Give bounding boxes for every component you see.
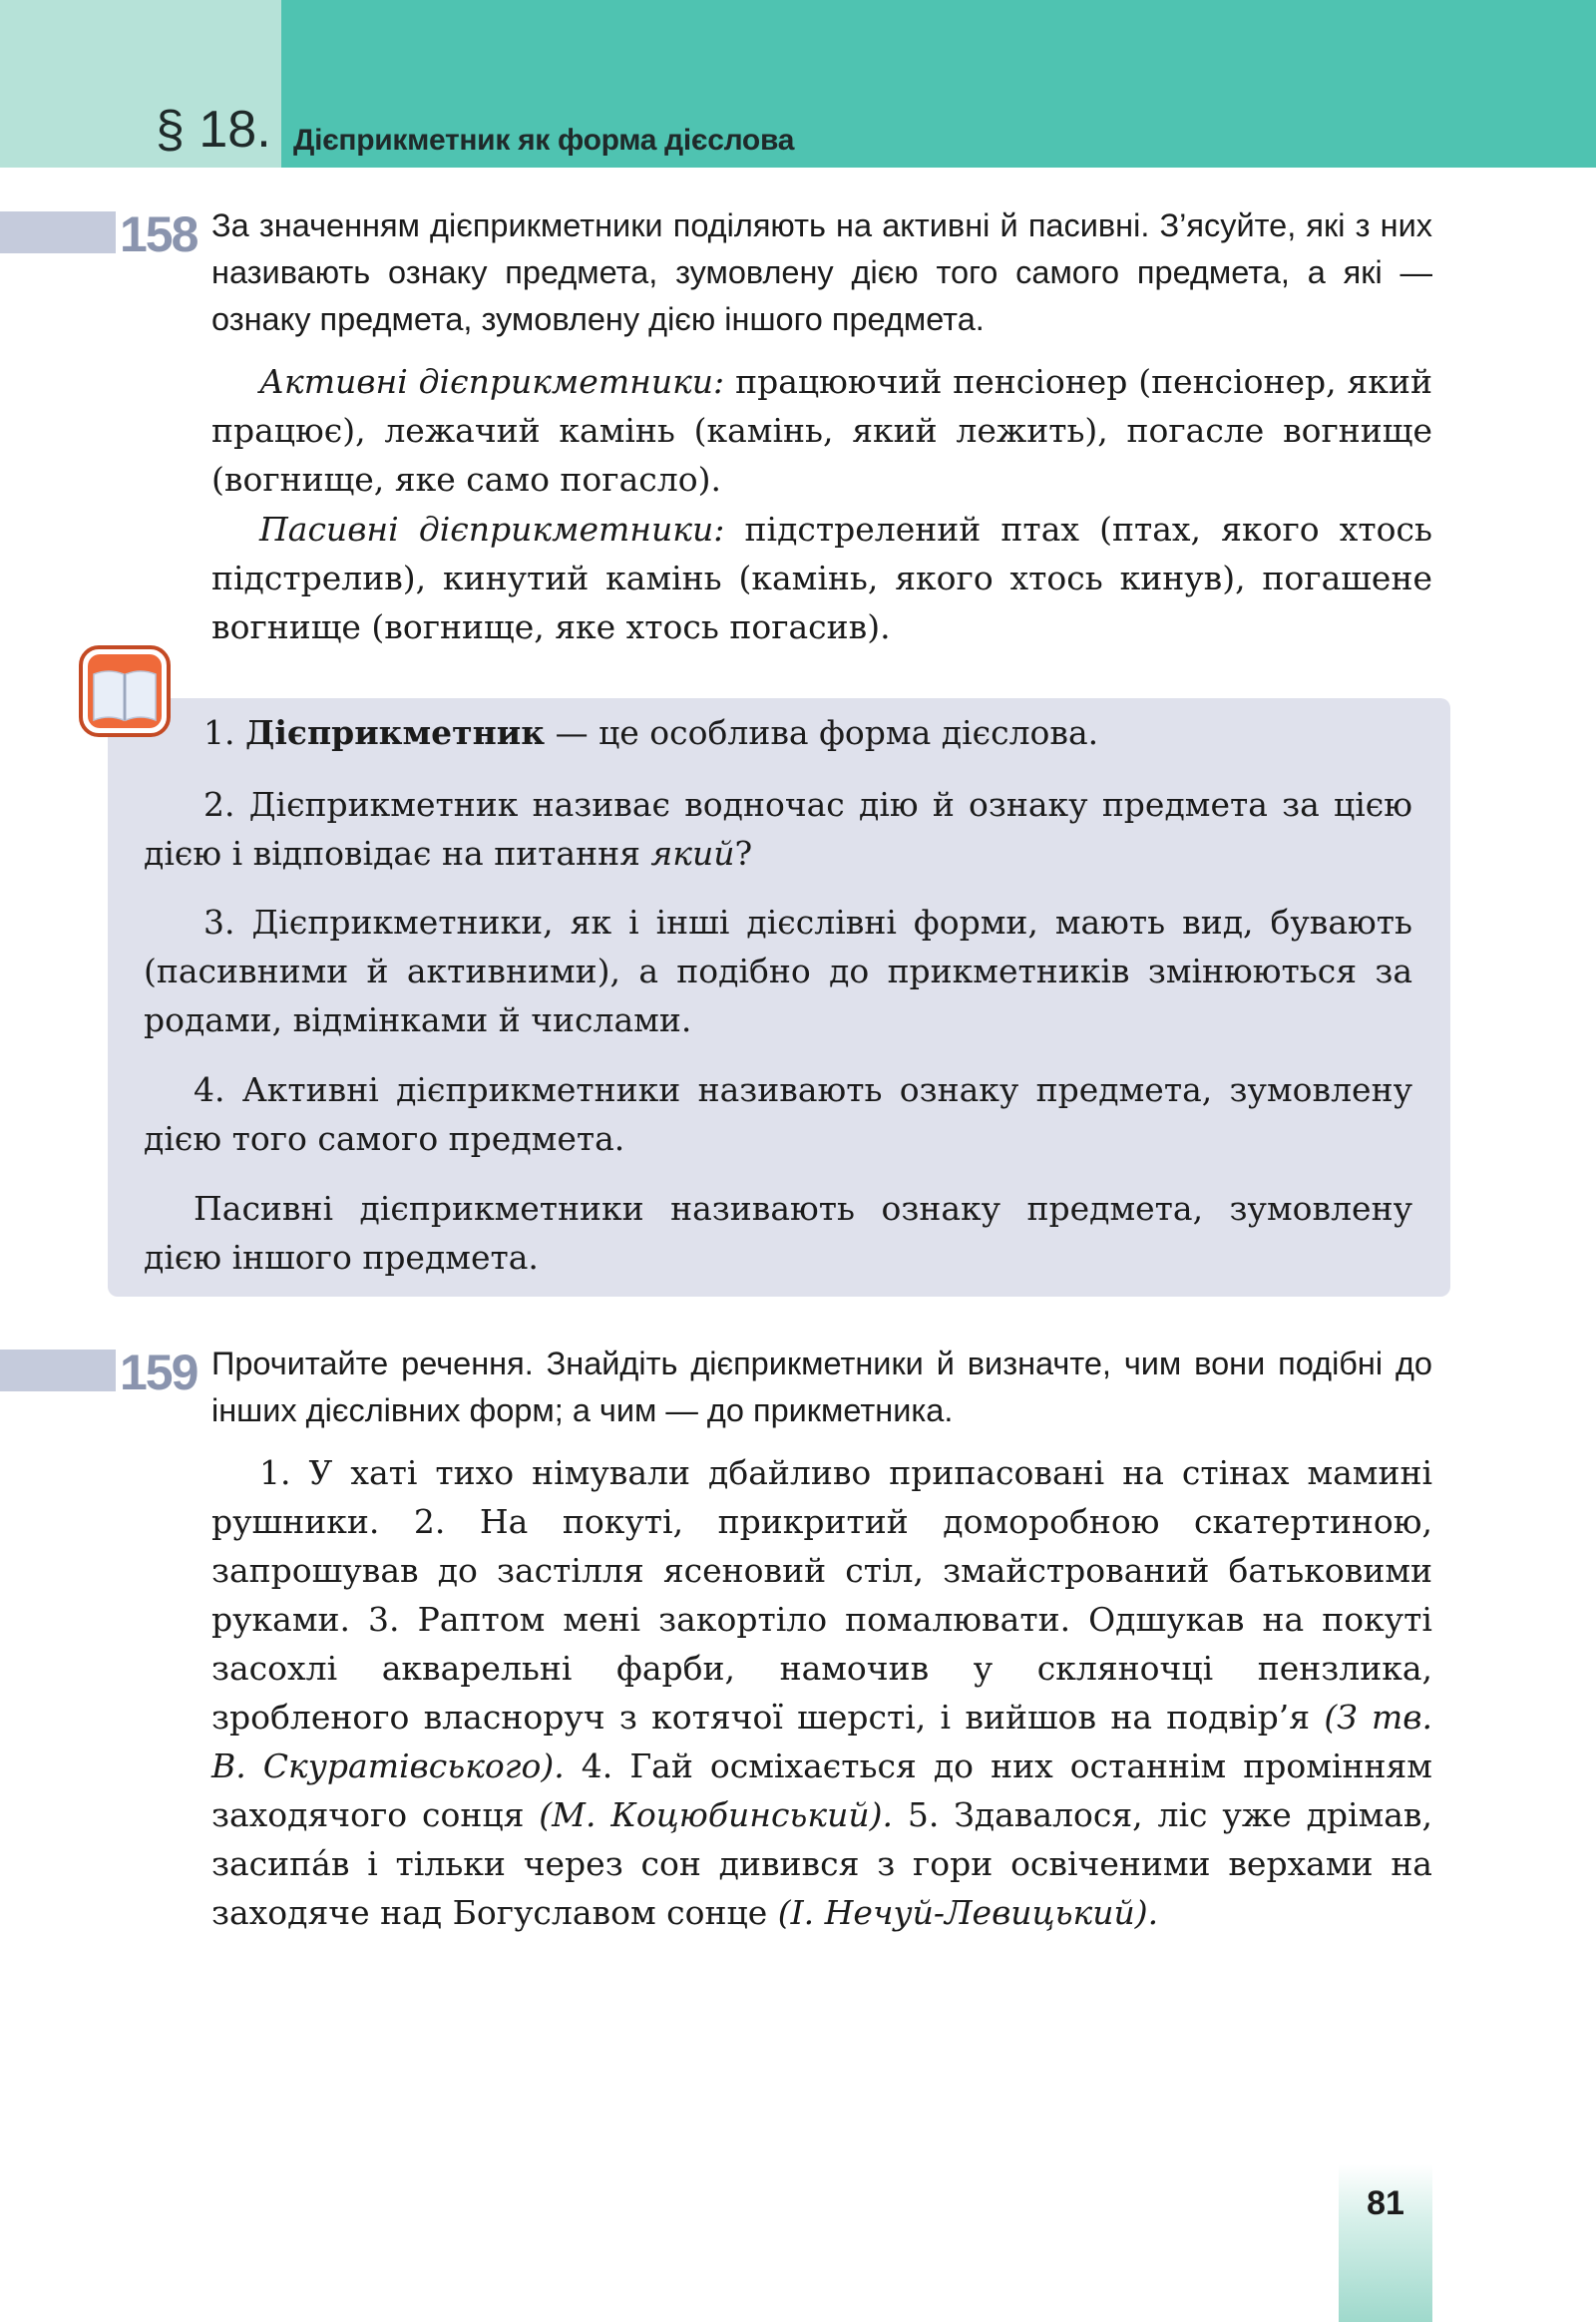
sentences-part-3: 5. Здавалося, ліс уже дрімав, засипáв і тільки через сон дивився з гори освіченими верхами на заходяче над Богуславом сонце: [211, 1795, 1433, 1932]
passive-label: Пасивні дієприкметники:: [259, 510, 725, 549]
rule-5-text: Пасивні дієприкметники називають ознаку предмета, зумовлену дією іншого предмета.: [144, 1189, 1412, 1277]
exercise-158-task: За значенням дієприкметники поділяють на активні й пасивні. З’ясуйте, які з них називають ознаку предмета, зумовлену дією того самого предмета, а які — ознаку предмета, зумовлену дією іншого предмета.: [211, 207, 1432, 337]
rule-3-text: 3. Дієприкметники, як і інші дієслівні форми, мають вид, бувають (пасивними й активними), а подібно до прикметників змінюються за родами, відмінками й числами.: [144, 903, 1412, 1039]
rule-2-question: який: [650, 834, 735, 873]
exercise-159-task: Прочитайте речення. Знайдіть дієприкметники й визначте, чим вони подібні до інших дієслівних форм; а чим — до прикметника.: [211, 1346, 1432, 1428]
exercise-159-sentences: [211, 1448, 1432, 1937]
exercise-158-number: 158: [120, 206, 198, 262]
rule-4-text: 4. Активні дієприкметники називають ознаку предмета, зумовлену дією того самого предмета.: [144, 1070, 1412, 1158]
passive-text: підстрелений птах (птах, якого хтось підстрелив), кинутий камінь (камінь, якого хтось кинув), погашене вогнище (вогнище, яке хтось погасив).: [211, 510, 1432, 646]
exercise-159-number: 159: [120, 1345, 198, 1400]
exercise-158-bar: [0, 211, 116, 253]
exercise-158-passive-examples: [211, 505, 1432, 651]
rule-1-text: — це особлива форма дієслова.: [555, 713, 1099, 752]
rule-3: [144, 898, 1412, 1044]
rule-4: [144, 1065, 1412, 1163]
rule-2-text: 2. Дієприкметник називає водночас дію й ознаку предмета за цією дією і відповідає на питання: [144, 785, 1412, 873]
section-number: § 18.: [156, 101, 271, 159]
author-3: (І. Нечуй-Левицький).: [777, 1893, 1159, 1932]
rule-2-end: ?: [734, 834, 753, 873]
page-number: 81: [1367, 2184, 1404, 2222]
rule-1-number: 1.: [203, 713, 235, 752]
sentences-part-1: 1. У хаті тихо німували дбайливо припасовані на стінах мамині рушники. 2. На покуті, прикритий доморобною скатертиною, запрошував до застілля ясеновий стіл, змайстрований батьковими руками. 3. Раптом мені закортіло помалювати. Одшукав на покуті засохлі акварельні фарби, намочив у скляночці пензлика, зробленого власноруч з котячої шерсті, і вийшов на подвір’я: [211, 1453, 1432, 1737]
active-text: працюючий пенсіонер (пенсіонер, який працює), лежачий камінь (камінь, який лежить), погасле вогнище (вогнище, яке само погасло).: [211, 362, 1432, 499]
active-label: Активні дієприкметники:: [259, 362, 725, 401]
exercise-158-active-examples: [211, 357, 1432, 504]
rule-1-term: Дієприкметник: [245, 713, 546, 752]
exercise-159-bar: [0, 1350, 116, 1391]
sentences-part-2: 4. Гай осміхається до них останнім промінням заходячого сонця: [211, 1746, 1432, 1834]
rule-2: [144, 780, 1412, 878]
section-title: Дієприкметник як форма дієслова: [293, 124, 795, 157]
author-2: (М. Коцюбинський).: [539, 1795, 893, 1834]
rule-1: [144, 708, 1412, 757]
rule-5: [144, 1184, 1412, 1282]
author-1: (З тв. В. Скуратівського).: [211, 1698, 1433, 1785]
